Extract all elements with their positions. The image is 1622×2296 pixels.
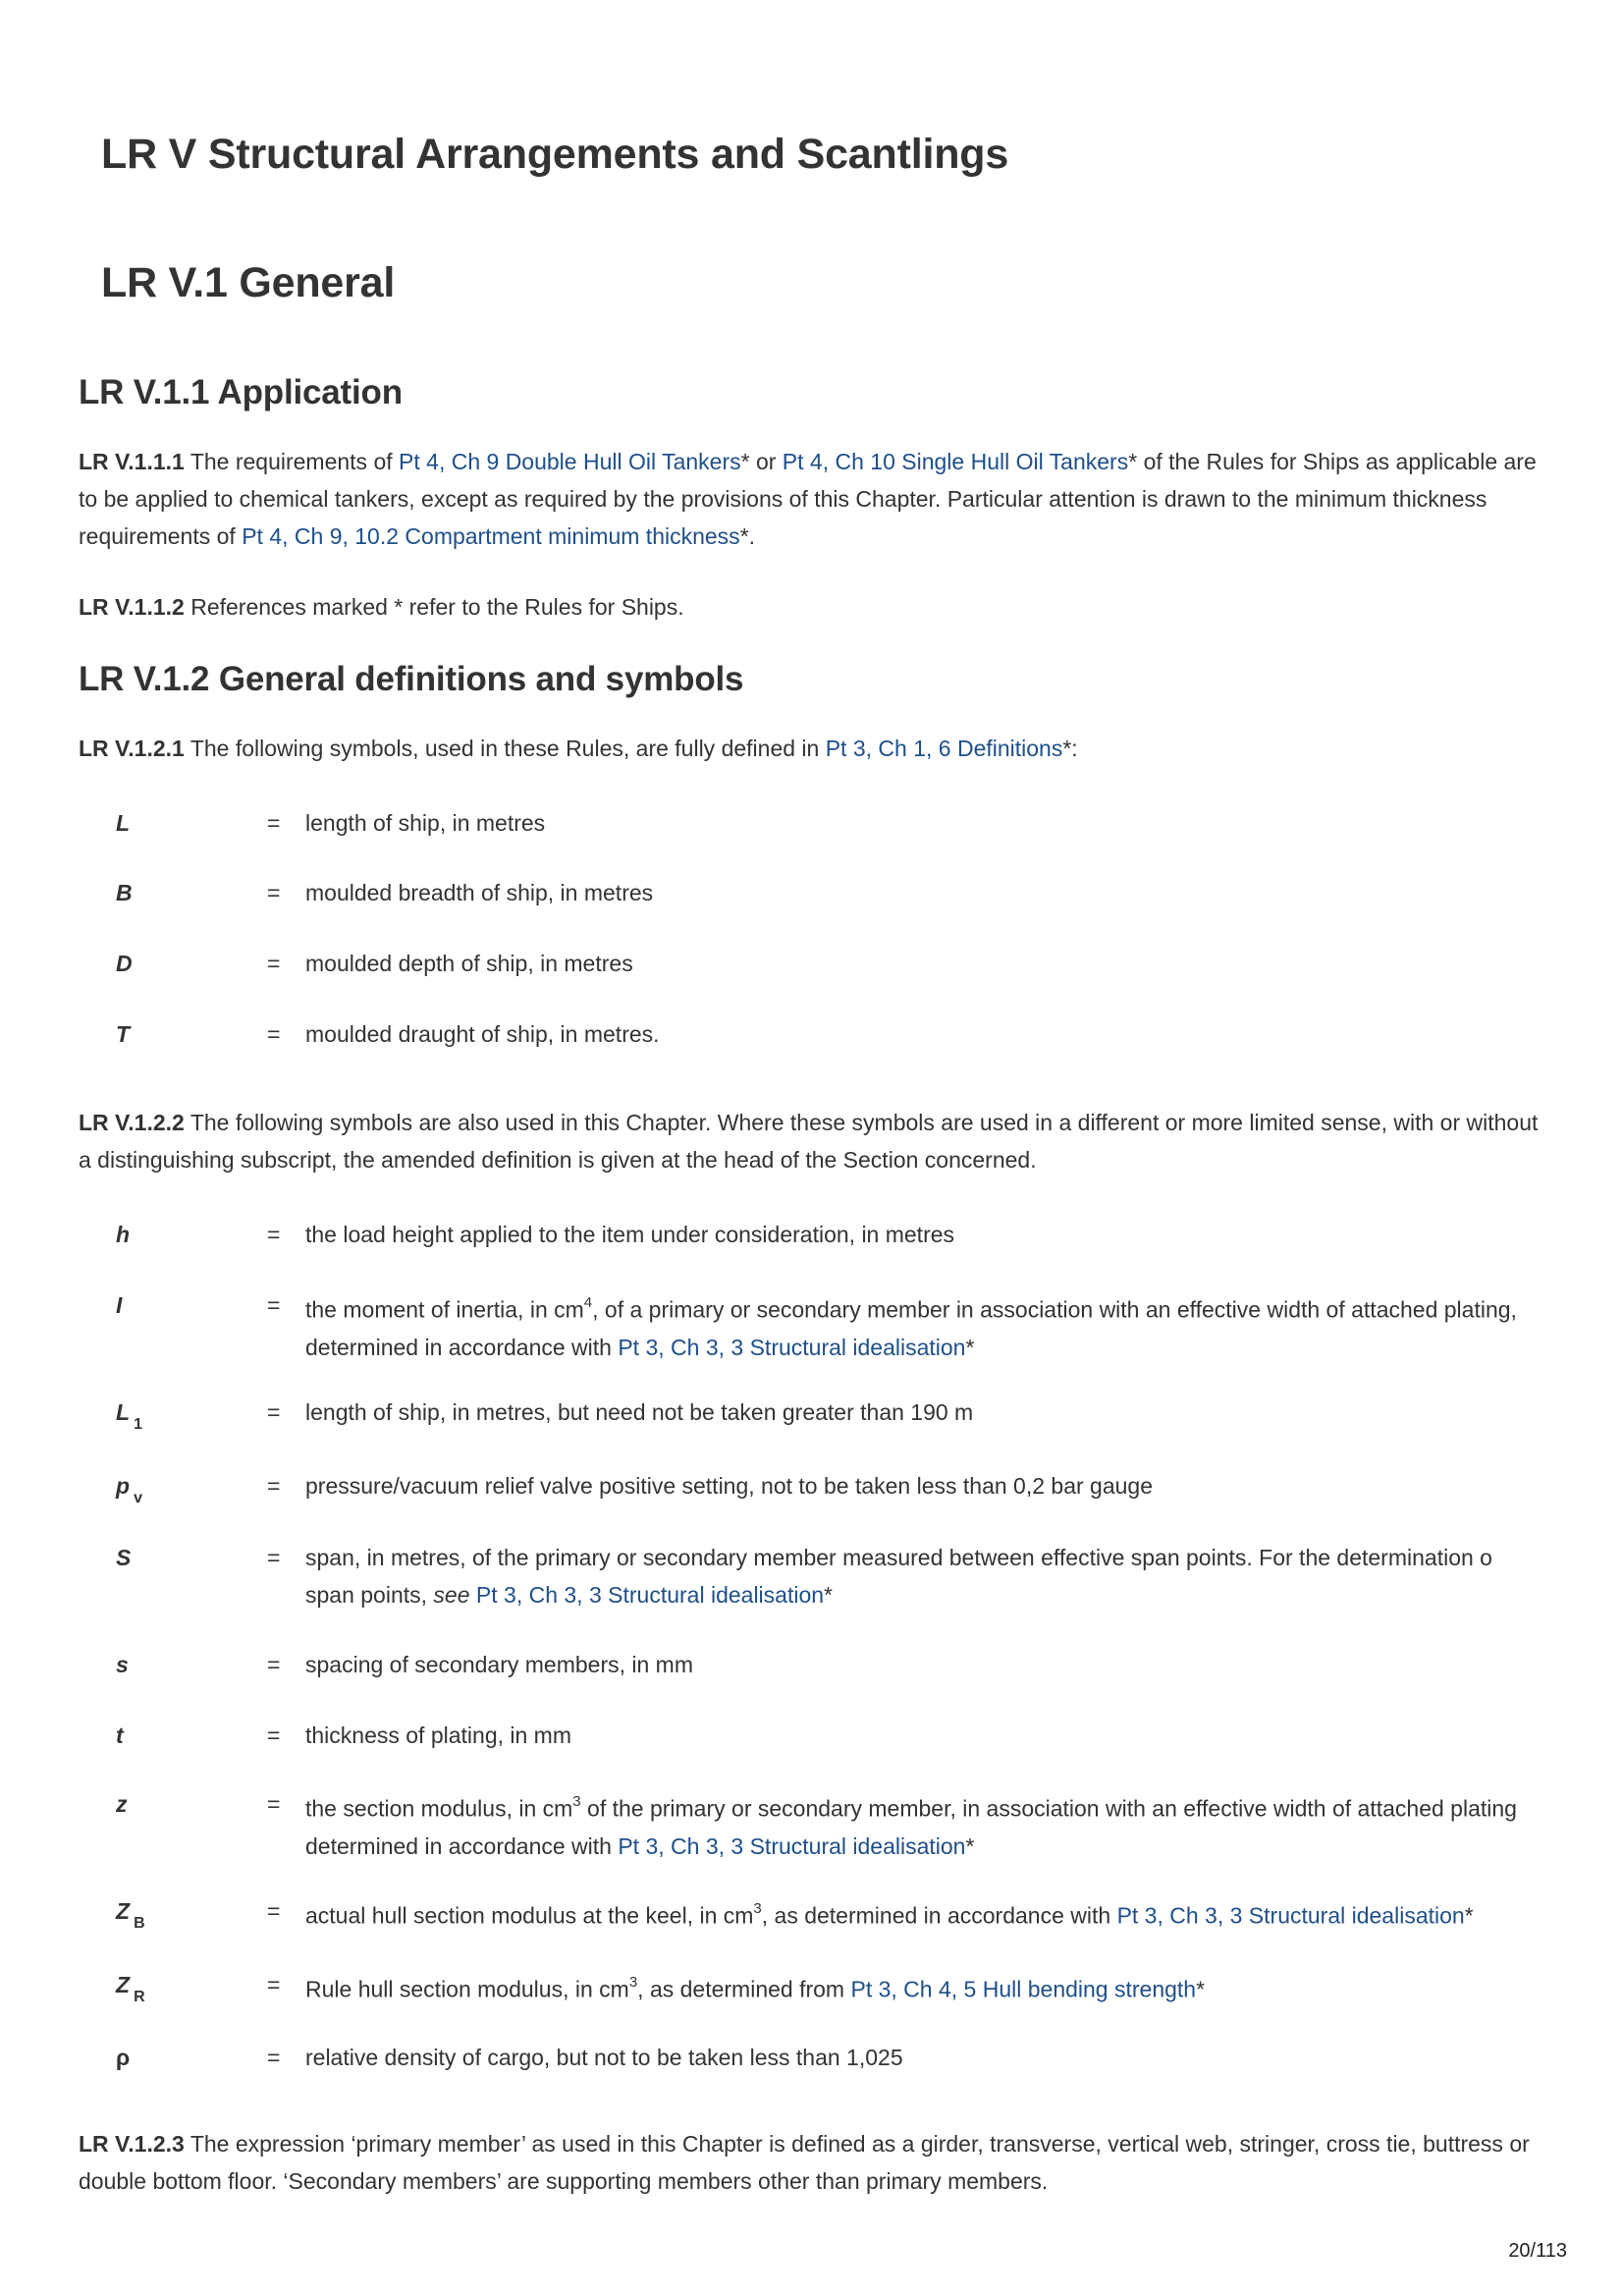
symbol: L [116,810,131,836]
link-pt4-ch9[interactable]: Pt 4, Ch 9 Double Hull Oil Tankers [399,449,741,474]
symbol-letter: p [116,1473,131,1499]
link-pt3-ch3-3[interactable]: Pt 3, Ch 3, 3 Structural idealisation [475,1582,825,1608]
symbol-definition: moulded breadth of ship, in metres [305,880,654,905]
link-pt3-ch3-3[interactable]: Pt 3, Ch 3, 3 Structural idealisation [1116,1902,1465,1929]
equals-sign: = [267,1652,281,1677]
symbol-definition: moulded depth of ship, in metres [305,951,633,976]
symbol-definition [305,1785,1562,1865]
symbol [116,1892,145,1934]
definition-text: the section modulus, in cm [305,1795,573,1822]
equals-sign: = [267,1222,281,1247]
definition-text: Rule hull section modulus, in cm [305,1976,629,2002]
equals-sign: = [267,951,281,976]
section-heading-definitions: LR V.1.2 General definitions and symbols [79,660,744,698]
symbol [116,1467,142,1508]
symbol: B [116,880,133,905]
equals-sign: = [267,1399,281,1425]
reference-star: * [1062,736,1072,761]
superscript: 4 [583,1294,593,1311]
symbol-definition: pressure/vacuum relief valve positive setting, not to be taken less than 0,2 bar gauge [305,1473,1154,1499]
equals-sign: = [267,1473,281,1499]
chapter-title: LR V.1 General [101,259,396,306]
subscript: v [134,1490,142,1506]
link-pt4-ch10[interactable]: Pt 4, Ch 10 Single Hull Oil Tankers [782,449,1129,474]
superscript: 3 [572,1793,581,1810]
paragraph-text: The requirements of [189,449,393,474]
symbol-definition: the load height applied to the item under consideration, in metres [305,1222,955,1247]
paragraph-text: . [748,523,756,549]
symbol [116,1394,142,1435]
definition-text: , as determined from [637,1976,845,2002]
document-title: LR V Structural Arrangements and Scantlings [101,131,1009,178]
definition-text: of the primary or secondary member, in association with an effective width of attached plating determined in accordance with [305,1795,1517,1859]
paragraph-v111 [79,443,1551,555]
equals-sign: = [267,1898,281,1924]
page-number: 20/113 [1508,2240,1567,2262]
symbol: ρ [116,2045,131,2070]
definition-text: the moment of inertia, in cm [305,1296,584,1323]
equals-sign: = [267,1292,281,1318]
reference-star: * [739,523,749,549]
paragraph-v121 [79,730,1551,767]
symbol-definition [305,1892,1562,1935]
paragraph-id: LR V.1.2.3 [79,2131,185,2157]
paragraph-v112 [79,588,1551,626]
paragraph-v122 [79,1104,1551,1178]
definition-text: , as determined in accordance with [761,1902,1111,1929]
equals-sign: = [267,2045,281,2070]
symbol-definition: length of ship, in metres, but need not be taken greater than 190 m [305,1399,974,1425]
equals-sign: = [267,1791,281,1817]
italic-text: see [433,1582,470,1608]
definition-text: actual hull section modulus at the keel, in cm [305,1902,754,1929]
symbol-definition: length of ship, in metres [305,810,546,836]
symbol: T [116,1021,131,1047]
definition-text: span points, [305,1582,428,1608]
symbol-definition: thickness of plating, in mm [305,1722,572,1748]
superscript: 3 [628,1974,638,1991]
equals-sign: = [267,1972,281,1997]
definition-text: , of a primary or secondary member in association with an effective width of attached plating, determined in accordance with [305,1296,1517,1360]
equals-sign: = [267,810,281,836]
symbol-definition: moulded draught of ship, in metres. [305,1021,660,1047]
equals-sign: = [267,880,281,905]
symbol-definition: relative density of cargo, but not to be taken less than 1,025 [305,2045,903,2070]
paragraph-text: References marked * refer to the Rules for Ships. [190,594,684,620]
symbol-letter: Z [116,1898,131,1924]
link-pt3-ch3-3[interactable]: Pt 3, Ch 3, 3 Structural idealisation [618,1334,966,1360]
symbol: z [116,1791,128,1817]
symbol [116,1966,145,2007]
paragraph-id: LR V.1.1.2 [79,594,185,620]
symbol-definition [305,1966,1562,2008]
paragraph-text: The expression ‘primary member’ as used in this Chapter is defined as a girder, transverse, vertical web, stringer, cross tie, buttress or double bottom floor. ‘Secondary members’ are supporting members other than primary members. [79,2131,1530,2194]
paragraph-text: The following symbols are also used in this Chapter. Where these symbols are used in a different or more limited sense, with or without a distinguishing subscript, the amended definition is given at the head of the Section concerned. [79,1110,1539,1173]
link-pt4-ch9-10-2[interactable]: Pt 4, Ch 9, 10.2 Compartment minimum thickness [242,523,740,549]
reference-star: * [1464,1902,1474,1929]
symbol: I [116,1292,123,1318]
subscript: 1 [134,1416,142,1433]
paragraph-text: of the Rules for Ships as applicable are to be applied to chemical tankers, except as required by the provisions of this Chapter. Particular attention is drawn to the minimum thickness requirements of [79,449,1537,549]
symbol: S [116,1545,132,1570]
reference-star: * [1196,1976,1206,2002]
reference-star: * [1128,449,1138,474]
subscript: R [134,1989,145,2005]
paragraph-id: LR V.1.2.2 [79,1110,185,1135]
paragraph-id: LR V.1.1.1 [79,449,185,474]
reference-star: * [965,1832,975,1859]
symbol-definition [305,1539,1562,1613]
reference-star: * [740,449,750,474]
paragraph-text: : [1071,736,1078,761]
paragraph-text: The following symbols, used in these Rules, are fully defined in [189,736,820,761]
paragraph-v123 [79,2125,1551,2200]
symbol: s [116,1652,129,1677]
section-heading-application: LR V.1.1 Application [79,373,403,411]
paragraph-id: LR V.1.2.1 [79,736,185,761]
symbol: D [116,951,133,976]
reference-star: * [965,1334,975,1360]
link-pt3-ch3-3[interactable]: Pt 3, Ch 3, 3 Structural idealisation [618,1832,966,1859]
symbol: h [116,1222,131,1247]
definition-text: span, in metres, of the primary or secondary member measured between effective span points. For the determination o [305,1545,1492,1570]
equals-sign: = [267,1021,281,1047]
equals-sign: = [267,1545,281,1570]
symbol-letter: L [116,1399,131,1425]
paragraph-text: or [755,449,777,474]
superscript: 3 [753,1900,762,1917]
reference-star: * [824,1582,833,1608]
symbol: t [116,1722,124,1748]
link-pt3-ch4-5[interactable]: Pt 3, Ch 4, 5 Hull bending strength [850,1976,1197,2002]
symbol-definition: spacing of secondary members, in mm [305,1652,693,1677]
symbol-definition [305,1286,1562,1366]
symbol-letter: Z [116,1972,131,1997]
subscript: B [134,1915,145,1932]
link-pt3-ch1-6[interactable]: Pt 3, Ch 1, 6 Definitions [825,736,1063,761]
equals-sign: = [267,1722,281,1748]
